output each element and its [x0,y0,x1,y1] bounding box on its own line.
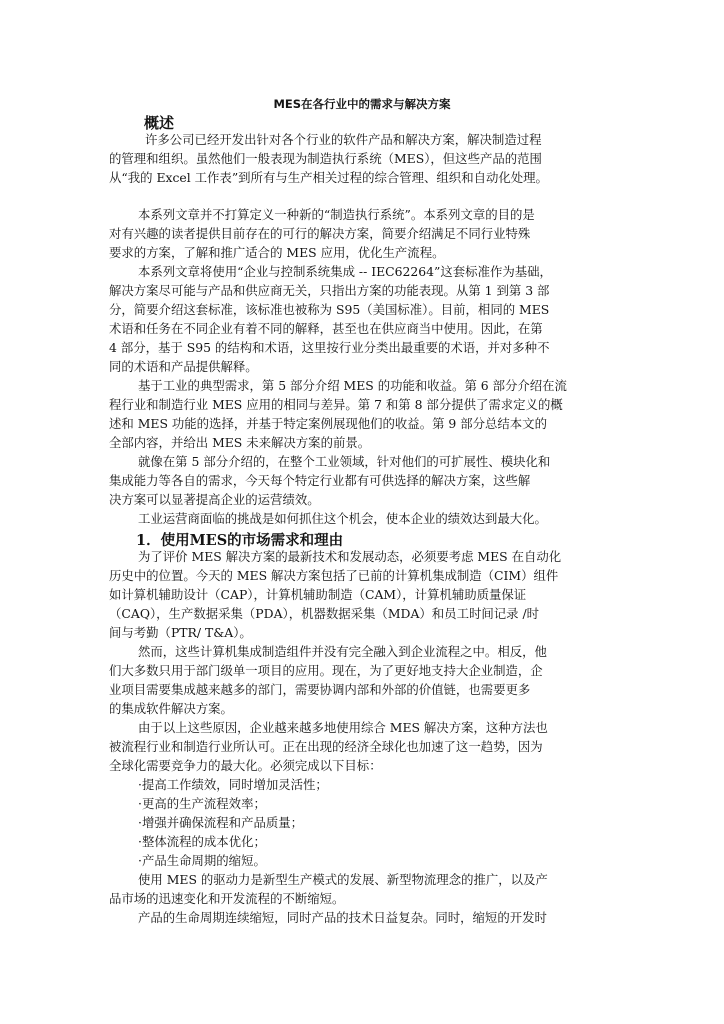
paragraph-line: 基于工业的典型需求，第 5 部分介绍 MES 的功能和收益。第 6 部分介绍在流 [138,378,567,393]
paragraph-line: 的管理和组织。虽然他们一般表现为制造执行系统（MES），但这些产品的范围 [109,151,542,166]
paragraph-line: 历史中的位置。今天的 MES 解决方案包括了已前的计算机集成制造（CIM）组件 [109,568,559,583]
paragraph-line: 业项目需要集成越来越多的部门，需要协调内部和外部的价值链，也需要更多 [109,682,531,697]
paragraph-line: 的集成软件解决方案。 [109,701,233,716]
paragraph-line: 本系列文章并不打算定义一种新的“制造执行系统”。本系列文章的目的是 [138,207,535,222]
list-item: ·整体流程的成本优化； [138,834,266,849]
paragraph-line: 然而，这些计算机集成制造组件并没有完全融入到企业流程之中。相反，他 [138,644,547,659]
paragraph-line: 工业运营商面临的挑战是如何抓住这个机会，使本企业的绩效达到最大化。 [138,511,547,526]
paragraph-line: 要求的方案，了解和推广适合的 MES 应用，优化生产流程。 [109,245,445,260]
paragraph-line: 述和 MES 功能的选择，并基于特定案例展现他们的收益。第 9 部分总结本文的 [109,416,547,431]
list-item: ·产品生命周期的缩短。 [138,853,266,868]
heading-overview: 概述 [144,114,175,132]
paragraph-line: 集成能力等各自的需求，今天每个特定行业都有可供选择的解决方案，这些解 [109,473,531,488]
paragraph-line: 全部内容，并给出 MES 未来解决方案的前景。 [109,435,371,450]
paragraph-line: 4 部分，基于 S95 的结构和术语，这里按行业分类出最重要的术语，并对多种不 [109,340,550,355]
paragraph-line: 品市场的迅速变化和开发流程的不断缩短。 [109,891,345,906]
paragraph-line: 由于以上这些原因，企业越来越多地使用综合 MES 解决方案，这种方法也 [138,720,548,735]
paragraph-line: 同的术语和产品提供解释。 [109,359,258,374]
paragraph-line: 程行业和制造行业 MES 应用的相同与差异。第 7 和第 8 部分提供了需求定义的概 [109,397,563,412]
paragraph-line: 使用 MES 的驱动力是新型生产模式的发展、新型物流理念的推广，以及产 [138,872,548,887]
list-item: ·增强并确保流程和产品质量； [138,815,304,830]
paragraph-line: 许多公司已经开发出针对各个行业的软件产品和解决方案，解决制造过程 [145,132,542,147]
paragraph-line: 分，简要介绍这套标准，该标准也被称为 S95（美国标准）。目前，相同的 MES [109,302,550,317]
paragraph-line: 间与考勤（PTR/ T&A）。 [109,625,252,640]
paragraph-line: 为了评价 MES 解决方案的最新技术和发展动态，必须要考虑 MES 在自动化 [138,549,562,564]
paragraph-line: 被流程行业和制造行业所认可。正在出现的经济全球化也加速了这一趋势，因为 [109,739,543,754]
paragraph-line: 就像在第 5 部分介绍的，在整个工业领域，针对他们的可扩展性、模块化和 [138,454,551,469]
paragraph-line: 从“我的 Excel 工作表”到所有与生产相关过程的综合管理、组织和自动化处理。 [109,170,548,185]
list-item: ·更高的生产流程效率； [138,796,266,811]
paragraph-line: 们大多数只用于部门级单一项目的应用。现在，为了更好地支持大企业制造，企 [109,663,543,678]
paragraph-line: 本系列文章将使用“企业与控制系统集成 -- IEC62264”这套标准作为基础， [138,264,552,279]
heading-section-1: 1．使用MES的市场需求和理由 [136,532,344,549]
document-title: MES在各行业中的需求与解决方案 [273,97,451,111]
paragraph-line: 全球化需要竞争力的最大化。必须完成以下目标： [109,758,382,773]
paragraph-line: （CAQ），生产数据采集（PDA），机器数据采集（MDA）和员工时间记录 /时 [109,606,540,621]
list-item: ·提高工作绩效，同时增加灵活性； [138,777,328,792]
paragraph-line: 术语和任务在不同企业有着不同的解释，甚至也在供应商当中使用。因此，在第 [109,321,543,336]
paragraph-line: 产品的生命周期连续缩短，同时产品的技术日益复杂。同时，缩短的开发时 [138,910,547,925]
paragraph-line: 对有兴趣的读者提供目前存在的可行的解决方案，简要介绍满足不同行业特殊 [109,226,531,241]
paragraph-line: 决方案可以显著提高企业的运营绩效。 [109,492,320,507]
paragraph-line: 如计算机辅助设计（CAP），计算机辅助制造（CAM），计算机辅助质量保证 [109,587,527,602]
paragraph-line: 解决方案尽可能与产品和供应商无关，只指出方案的功能表现。从第 1 到第 3 部 [109,283,550,298]
